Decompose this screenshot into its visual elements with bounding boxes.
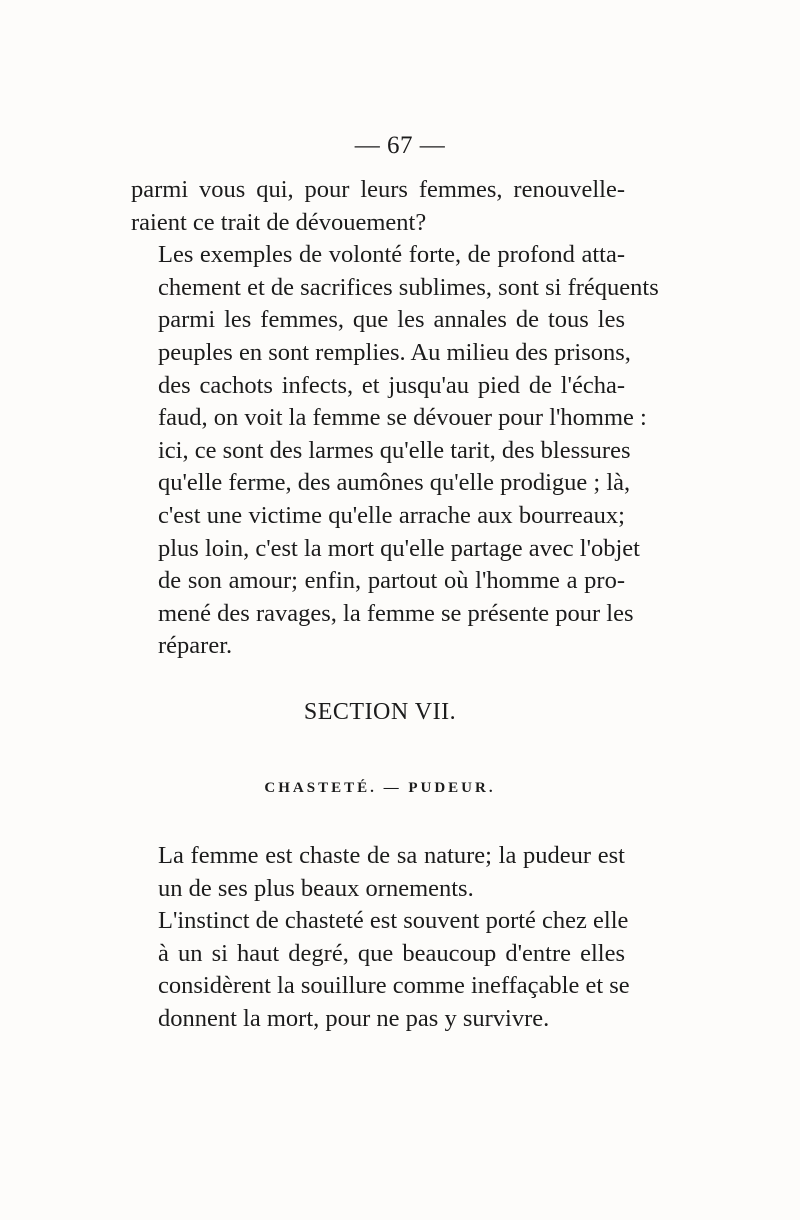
- paragraph-2: [131, 239, 659, 663]
- text-line: chement et de sacrifices sublimes, sont si fréquents: [158, 273, 659, 301]
- text-line: donnent la mort, pour ne pas y survivre.: [158, 1004, 550, 1032]
- text-line: peuples en sont remplies. Au milieu des prisons,: [158, 338, 631, 366]
- text-line: mené des ravages, la femme se présente pour les: [158, 599, 634, 627]
- text-line: parmi les femmes, que les annales de tous les: [158, 306, 625, 334]
- text-line: de son amour; enfin, partout où l'homme a pro-: [158, 567, 625, 595]
- text-line: raient ce trait de dévouement?: [131, 208, 427, 236]
- text-line: plus loin, c'est la mort qu'elle partage avec l'objet: [158, 534, 640, 562]
- text-line: faud, on voit la femme se dévouer pour l'homme :: [158, 404, 647, 432]
- text-line: à un si haut degré, que beaucoup d'entre elles: [158, 939, 625, 967]
- text-line: ici, ce sont des larmes qu'elle tarit, des blessures: [158, 436, 631, 464]
- text-line: un de ses plus beaux ornements.: [158, 874, 474, 902]
- page-number: — 67 —: [354, 132, 446, 159]
- text-line: Les exemples de volonté forte, de profond atta-: [158, 241, 625, 269]
- text-line: considèrent la souillure comme ineffaçable et se: [158, 972, 630, 1000]
- paragraph-1: [131, 174, 625, 239]
- body-text-top: [131, 174, 659, 663]
- text-line: La femme est chaste de sa nature; la pudeur est: [158, 842, 625, 869]
- paragraph-4: [131, 905, 630, 1035]
- text-line: qu'elle ferme, des aumônes qu'elle prodigue ; là,: [158, 469, 631, 497]
- text-line: des cachots infects, et jusqu'au pied de l'écha-: [158, 371, 625, 399]
- text-line: L'instinct de chasteté est souvent porté chez elle: [158, 907, 629, 935]
- section-heading: SECTION VII.: [303, 699, 457, 725]
- text-line: réparer.: [158, 632, 233, 660]
- paragraph-3: [131, 840, 625, 905]
- text-line: c'est une victime qu'elle arrache aux bourreaux;: [158, 501, 625, 529]
- text-line: parmi vous qui, pour leurs femmes, renouvelle-: [131, 176, 625, 203]
- section-subheading: CHASTETÉ. — PUDEUR.: [264, 780, 496, 796]
- body-text-bottom: [131, 840, 630, 1036]
